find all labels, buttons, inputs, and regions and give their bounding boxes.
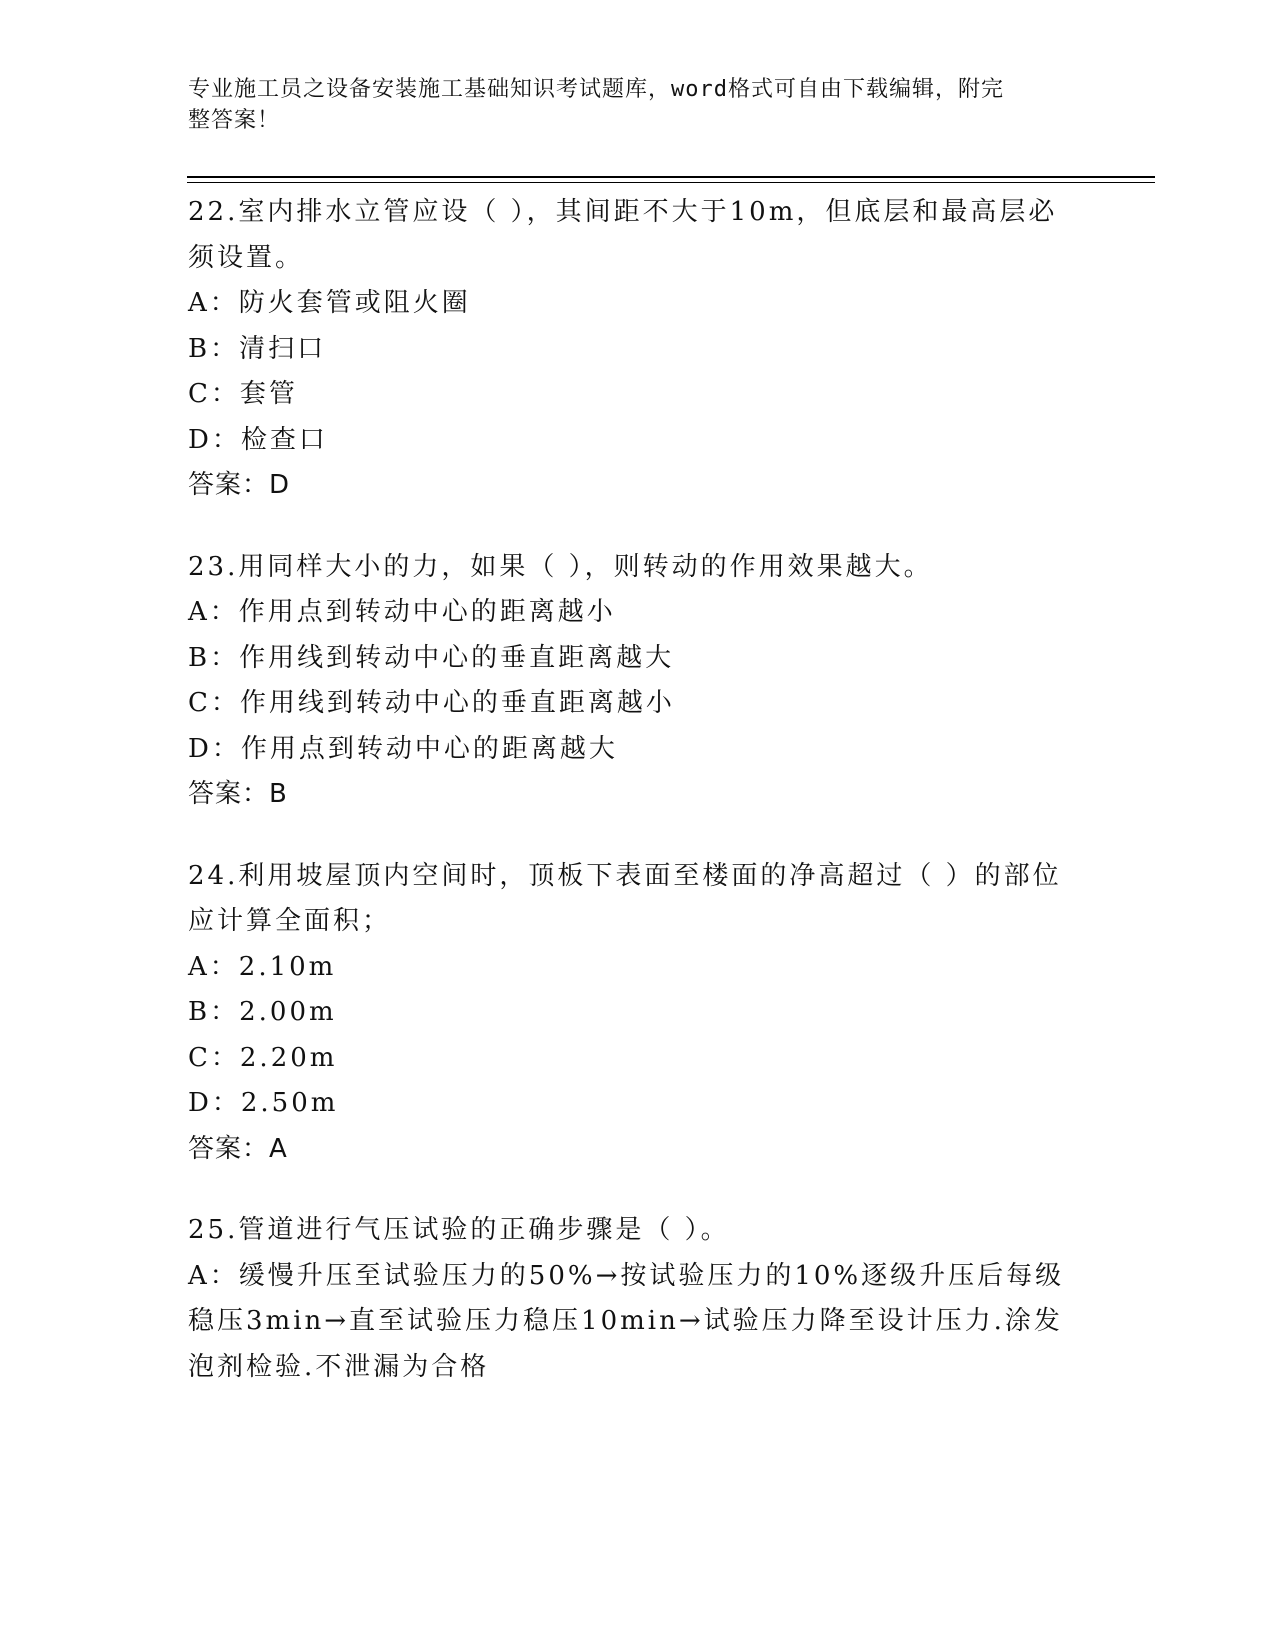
document-header xyxy=(188,74,1088,136)
question-stem: 25.管道进行气压试验的正确步骤是（ ）。 xyxy=(188,1215,730,1245)
option-b: B：2.00m xyxy=(188,997,337,1027)
option-c: C：套管 xyxy=(188,379,298,409)
question-list xyxy=(188,190,1088,1426)
answer-line: 答案：A xyxy=(188,1133,288,1164)
option-a: A：2.10m xyxy=(188,951,337,982)
question-stem: 22.室内排水立管应设（ ），其间距不大于10m，但底层和最高层必须设置。 xyxy=(188,197,1058,273)
question-25 xyxy=(188,1208,1088,1390)
option-a: A：缓慢升压至试验压力的50%→按试验压力的10%逐级升压后每级稳压3min→直至试验压力稳压10min→试验压力降至设计压力.涂发泡剂检验.不泄漏为合格 xyxy=(188,1260,1065,1382)
option-b: B：作用线到转动中心的垂直距离越大 xyxy=(188,642,675,673)
question-22 xyxy=(188,190,1088,509)
question-stem: 23.用同样大小的力，如果（ ），则转动的作用效果越大。 xyxy=(188,551,933,582)
option-d: D：2.50m xyxy=(188,1088,339,1118)
question-24 xyxy=(188,854,1088,1173)
header-line-1: 专业施工员之设备安装施工基础知识考试题库，word格式可自由下载编辑，附完 xyxy=(188,77,1004,102)
option-d: D：检查口 xyxy=(188,424,328,455)
question-stem: 24.利用坡屋顶内空间时，顶板下表面至楼面的净高超过（ ）的部位应计算全面积； xyxy=(188,860,1062,936)
answer-line: 答案：B xyxy=(188,779,288,809)
question-23 xyxy=(188,545,1088,818)
answer-line: 答案：D xyxy=(188,470,291,500)
option-c: C：2.20m xyxy=(188,1042,338,1073)
option-a: A：作用点到转动中心的距离越小 xyxy=(188,597,616,627)
option-c: C：作用线到转动中心的垂直距离越小 xyxy=(188,688,675,718)
header-divider-thick xyxy=(187,176,1155,178)
header-divider-thin xyxy=(187,182,1155,183)
option-b: B：清扫口 xyxy=(188,333,327,364)
option-d: D：作用点到转动中心的距离越大 xyxy=(188,733,618,764)
header-line-2: 整答案！ xyxy=(188,108,281,133)
option-a: A：防火套管或阻火圈 xyxy=(188,288,471,318)
